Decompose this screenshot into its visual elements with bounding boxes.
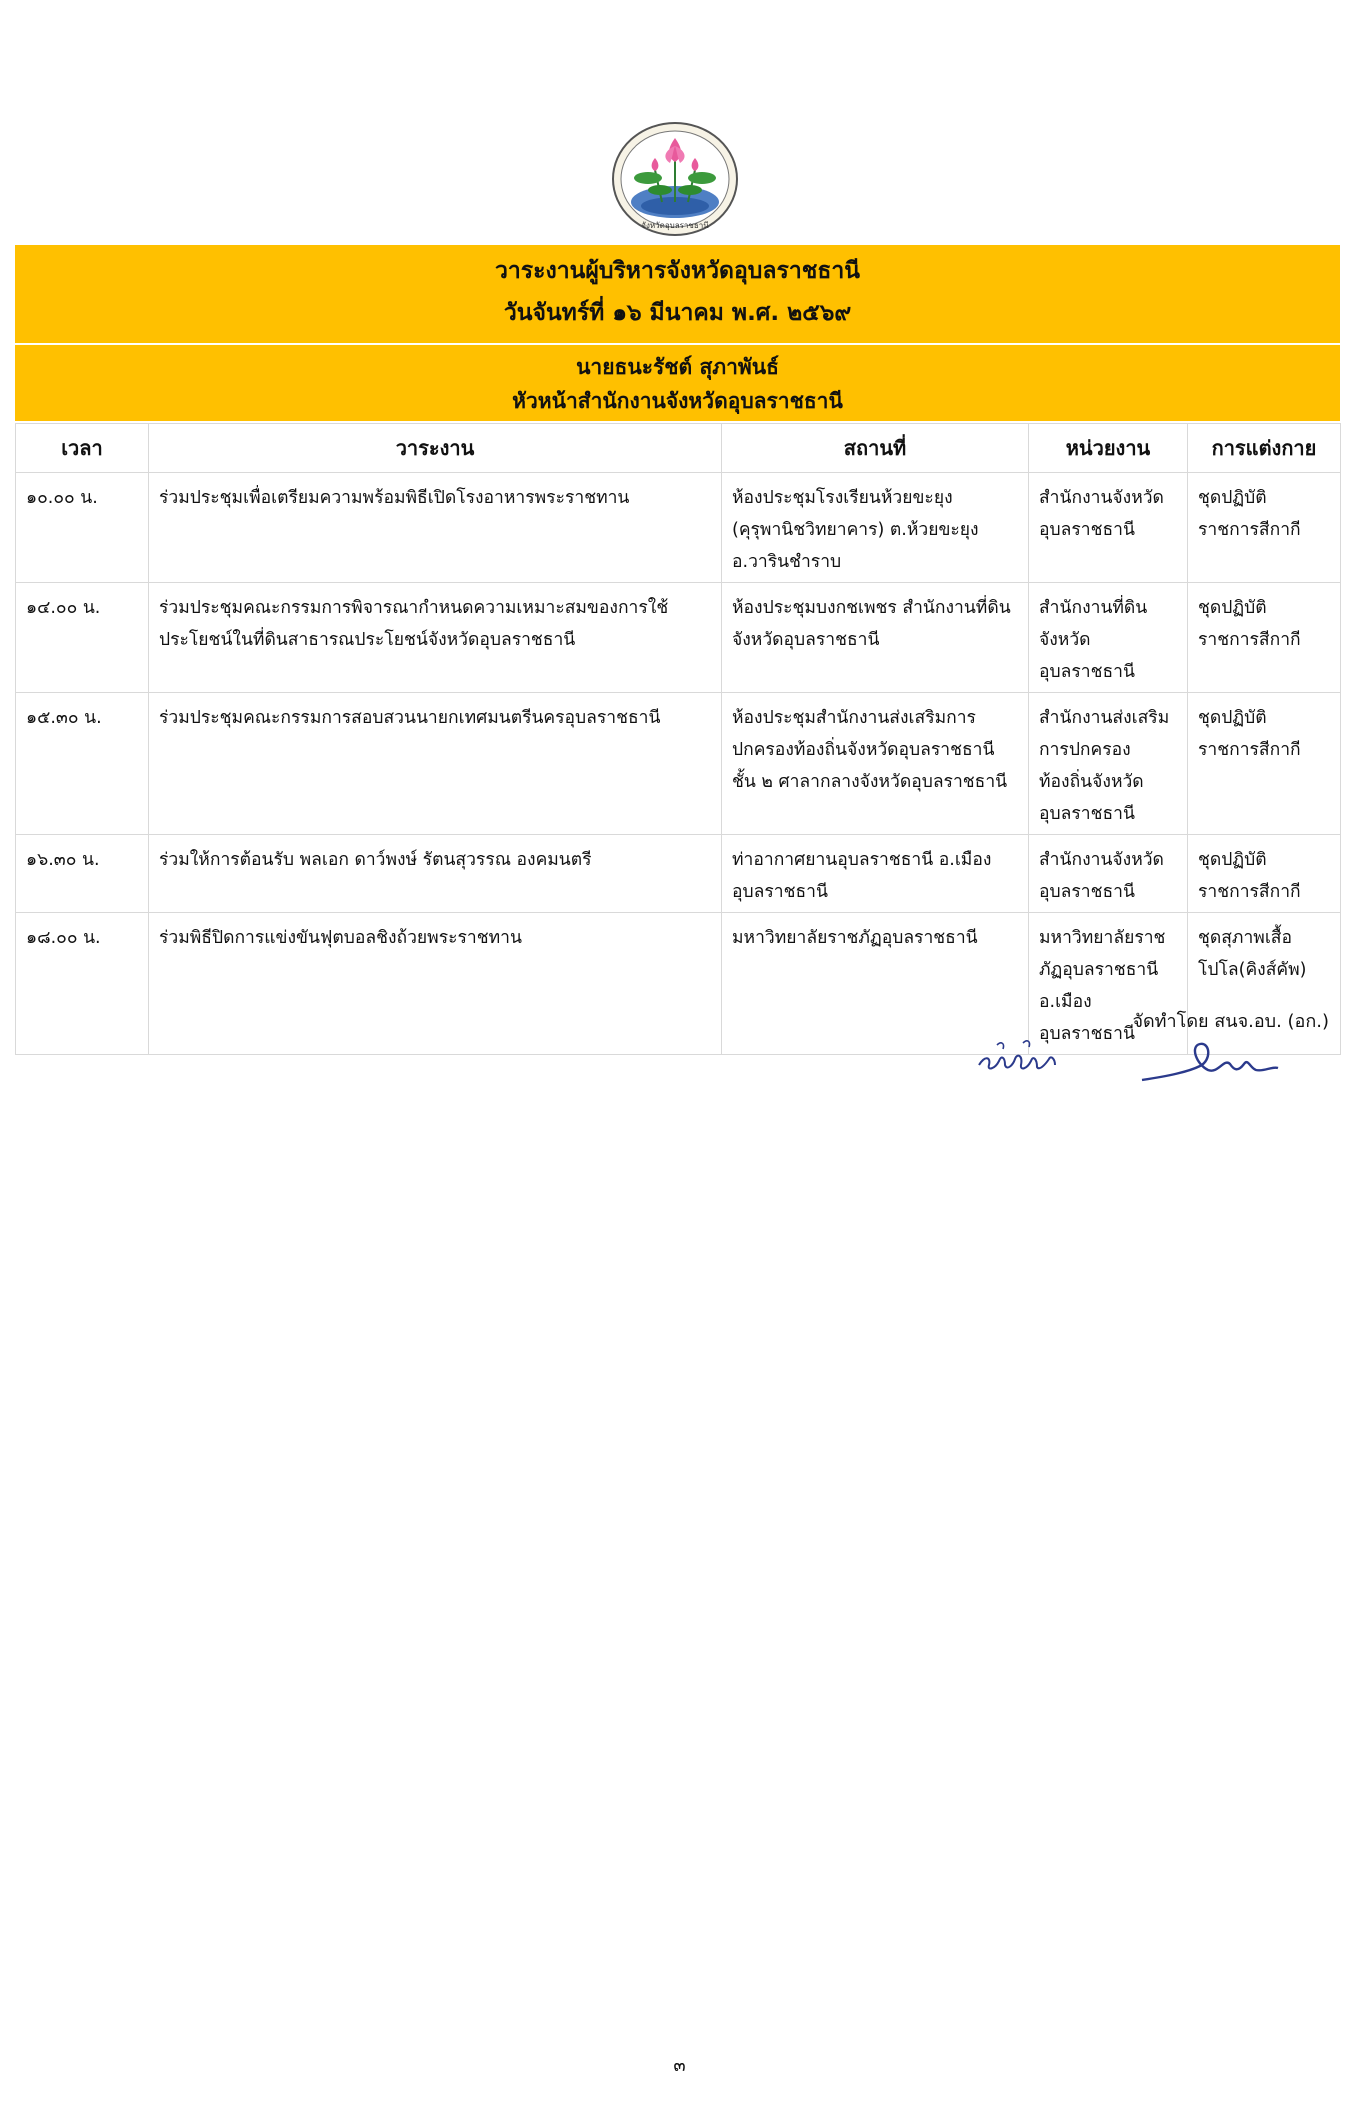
table-row bbox=[16, 583, 1341, 693]
cell-line: มหาวิทยาลัยราช bbox=[1039, 928, 1166, 948]
cell-time: ๑๔.๐๐ น. bbox=[16, 583, 149, 693]
cell-place bbox=[722, 583, 1029, 693]
column-header-dress: การแต่งกาย bbox=[1188, 424, 1341, 473]
prepared-by: จัดทำโดย สนจ.อบ. (อก.) bbox=[1132, 1011, 1329, 1032]
cell-unit bbox=[1029, 693, 1188, 835]
official-position: หัวหน้าสำนักงานจังหวัดอุบลราชธานี bbox=[512, 389, 843, 413]
cell-line: ท้องถิ่นจังหวัด bbox=[1039, 772, 1144, 792]
column-header-agenda: วาระงาน bbox=[149, 424, 722, 473]
cell-line: สำนักงานส่งเสริม bbox=[1039, 708, 1170, 728]
cell-line: อุบลราชธานี bbox=[732, 882, 828, 902]
cell-line: อุบลราชธานี bbox=[1039, 882, 1135, 902]
cell-dress bbox=[1188, 473, 1341, 583]
page-title: วาระงานผู้บริหารจังหวัดอุบลราชธานี bbox=[494, 258, 861, 284]
cell-line: อ.เมือง bbox=[1039, 992, 1092, 1012]
cell-line: การปกครอง bbox=[1039, 740, 1131, 760]
initials-signature bbox=[975, 1035, 1060, 1080]
cell-line: ชุดปฏิบัติ bbox=[1198, 708, 1267, 728]
cell-line: อ.วารินชำราบ bbox=[732, 552, 842, 572]
cell-line: ประโยชน์ในที่ดินสาธารณประโยชน์จังหวัดอุบลราชธานี bbox=[159, 630, 576, 650]
cell-line: ร่วมให้การต้อนรับ พลเอก ดาว์พงษ์ รัตนสุวรรณ องคมนตรี bbox=[159, 850, 592, 870]
cell-dress bbox=[1188, 583, 1341, 693]
cell-line: สำนักงานจังหวัด bbox=[1039, 488, 1164, 508]
cell-line: จังหวัดอุบลราชธานี bbox=[732, 630, 880, 650]
table-header-row bbox=[16, 424, 1341, 473]
page-number: ๓ bbox=[673, 2055, 686, 2076]
cell-line: ร่วมประชุมคณะกรรมการสอบสวนนายกเทศมนตรีนครอุบลราชธานี bbox=[159, 708, 661, 728]
cell-line: ห้องประชุมบงกชเพชร สำนักงานที่ดิน bbox=[732, 598, 1011, 618]
cell-place bbox=[722, 913, 1029, 1055]
column-header-time: เวลา bbox=[16, 424, 149, 473]
cell-place bbox=[722, 835, 1029, 913]
cell-line: ห้องประชุมสำนักงานส่งเสริมการ bbox=[732, 708, 976, 728]
cell-agenda bbox=[149, 913, 722, 1055]
table-row bbox=[16, 473, 1341, 583]
cell-line: (คุรุพานิชวิทยาคาร) ต.ห้วยขะยุง bbox=[732, 520, 979, 540]
agenda-table bbox=[15, 423, 1341, 1055]
cell-line: ชุดสุภาพเสื้อ bbox=[1198, 928, 1292, 948]
column-header-place: สถานที่ bbox=[722, 424, 1029, 473]
column-header-unit: หน่วยงาน bbox=[1029, 424, 1188, 473]
table-row bbox=[16, 835, 1341, 913]
cell-line: อุบลราชธานี bbox=[1039, 520, 1135, 540]
cell-place bbox=[722, 693, 1029, 835]
cell-agenda bbox=[149, 693, 722, 835]
provincial-seal-icon bbox=[610, 120, 740, 238]
cell-line: ราชการสีกากี bbox=[1198, 740, 1301, 760]
cell-line: ชุดปฏิบัติ bbox=[1198, 850, 1267, 870]
cell-unit bbox=[1029, 473, 1188, 583]
cell-line: อุบลราชธานี bbox=[1039, 662, 1135, 682]
cell-line: สำนักงานที่ดิน bbox=[1039, 598, 1148, 618]
official-name: นายธนะรัชต์ สุภาพันธ์ bbox=[576, 355, 779, 379]
cell-line: ราชการสีกากี bbox=[1198, 630, 1301, 650]
cell-line: จังหวัด bbox=[1039, 630, 1091, 650]
cell-line: ร่วมประชุมเพื่อเตรียมความพร้อมพิธีเปิดโรงอาหารพระราชทาน bbox=[159, 488, 630, 508]
cell-line: สำนักงานจังหวัด bbox=[1039, 850, 1164, 870]
cell-line: โปโล(คิงส์คัพ) bbox=[1198, 960, 1307, 980]
cell-line: ราชการสีกากี bbox=[1198, 520, 1301, 540]
cell-line: มหาวิทยาลัยราชภัฏอุบลราชธานี bbox=[732, 928, 978, 948]
cell-line: ร่วมประชุมคณะกรรมการพิจารณากำหนดความเหมาะสมของการใช้ bbox=[159, 598, 669, 618]
cell-time: ๑๐.๐๐ น. bbox=[16, 473, 149, 583]
cell-line: ภัฏอุบลราชธานี bbox=[1039, 960, 1159, 980]
seal-text: จังหวัดอุบลราชธานี bbox=[641, 221, 709, 230]
cell-line: ชุดปฏิบัติ bbox=[1198, 488, 1267, 508]
agenda-date: วันจันทร์ที่ ๑๖ มีนาคม พ.ศ. ๒๕๖๙ bbox=[503, 300, 852, 326]
official-band bbox=[15, 345, 1340, 421]
cell-line: ท่าอากาศยานอุบลราชธานี อ.เมือง bbox=[732, 850, 992, 870]
cell-agenda bbox=[149, 835, 722, 913]
cell-line: อุบลราชธานี bbox=[1039, 1024, 1135, 1044]
cell-time: ๑๘.๐๐ น. bbox=[16, 913, 149, 1055]
cell-place bbox=[722, 473, 1029, 583]
table-row bbox=[16, 693, 1341, 835]
cell-line: ชั้น ๒ ศาลากลางจังหวัดอุบลราชธานี bbox=[732, 772, 1008, 792]
cell-time: ๑๕.๓๐ น. bbox=[16, 693, 149, 835]
cell-dress bbox=[1188, 835, 1341, 913]
cell-line: ร่วมพิธีปิดการแข่งขันฟุตบอลชิงถ้วยพระราชทาน bbox=[159, 928, 522, 948]
cell-line: ชุดปฏิบัติ bbox=[1198, 598, 1267, 618]
cell-agenda bbox=[149, 583, 722, 693]
cell-line: ห้องประชุมโรงเรียนห้วยขะยุง bbox=[732, 488, 953, 508]
title-band bbox=[15, 245, 1340, 343]
cell-line: ปกครองท้องถิ่นจังหวัดอุบลราชธานี bbox=[732, 740, 995, 760]
cell-agenda bbox=[149, 473, 722, 583]
signature bbox=[1138, 1036, 1283, 1086]
cell-unit bbox=[1029, 835, 1188, 913]
cell-line: อุบลราชธานี bbox=[1039, 804, 1135, 824]
cell-line: ราชการสีกากี bbox=[1198, 882, 1301, 902]
cell-dress bbox=[1188, 693, 1341, 835]
cell-unit bbox=[1029, 583, 1188, 693]
cell-time: ๑๖.๓๐ น. bbox=[16, 835, 149, 913]
